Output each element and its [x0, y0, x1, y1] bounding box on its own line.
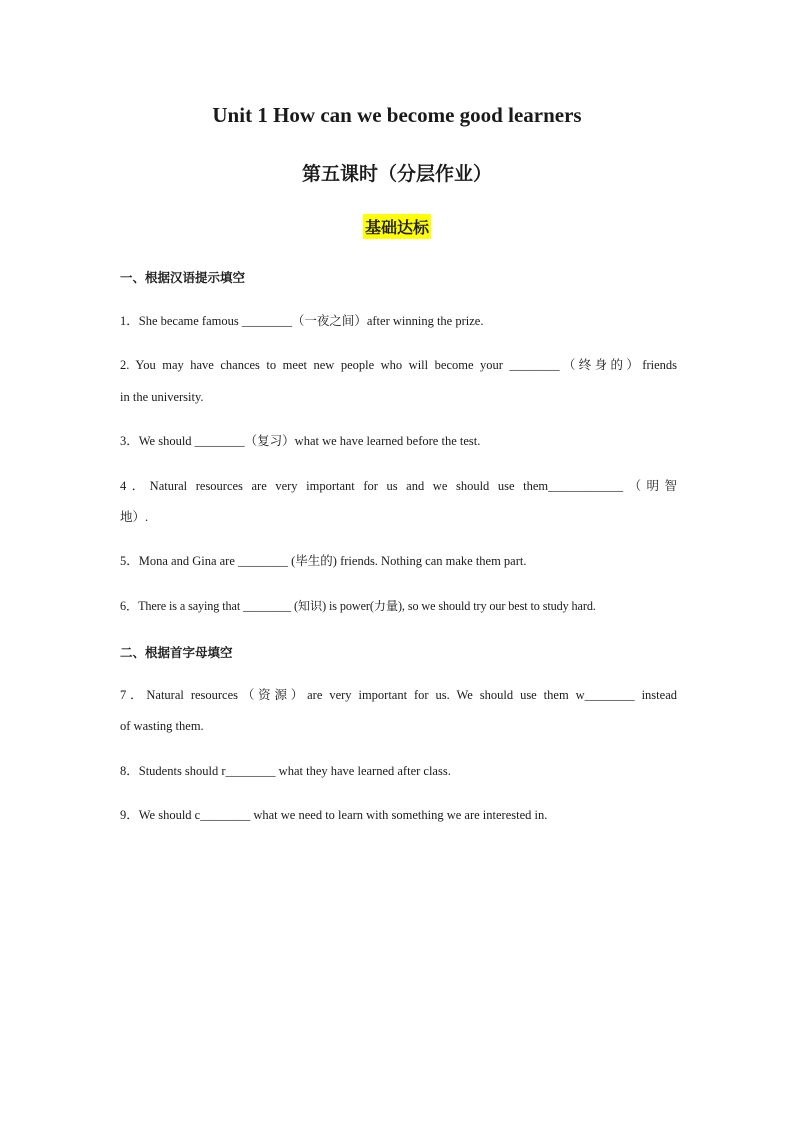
question-4-line-1: 4．Natural resources are very important for us and we should use them____________（明智	[120, 479, 677, 493]
question-1: 1．She became famous ________（一夜之间）after winning the prize.	[120, 314, 484, 328]
question-2-line-2: in the university.	[120, 390, 204, 404]
lesson-subtitle: 第五课时（分层作业）	[301, 163, 492, 185]
document-title: Unit 1 How can we become good learners	[212, 103, 582, 127]
question-8: 8．Students should r________ what they have learned after class.	[120, 764, 451, 778]
question-9: 9．We should c________ what we need to learn with something we are interested in.	[120, 808, 548, 822]
level-label: 基础达标	[363, 214, 431, 239]
question-4-line-2: 地）.	[120, 510, 149, 524]
question-6: 6．There is a saying that ________ (知识) is power(力量), so we should try our best to study hard.	[120, 599, 596, 613]
question-3: 3．We should ________（复习）what we have learned before the test.	[120, 434, 481, 448]
question-2-line-1: 2. You may have chances to meet new people who will become your ________（终身的）friends	[120, 358, 677, 372]
section-heading-1: 一、根据汉语提示填空	[120, 270, 246, 285]
level-header	[0, 214, 794, 239]
question-7-line-2: of wasting them.	[120, 719, 204, 733]
question-5: 5．Mona and Gina are ________ (毕生的) friends. Nothing can make them part.	[120, 554, 527, 568]
section-heading-2: 二、根据首字母填空	[120, 645, 233, 660]
question-7-line-1: 7．Natural resources（资源）are very important for us. We should use them w________ instead	[120, 688, 677, 702]
